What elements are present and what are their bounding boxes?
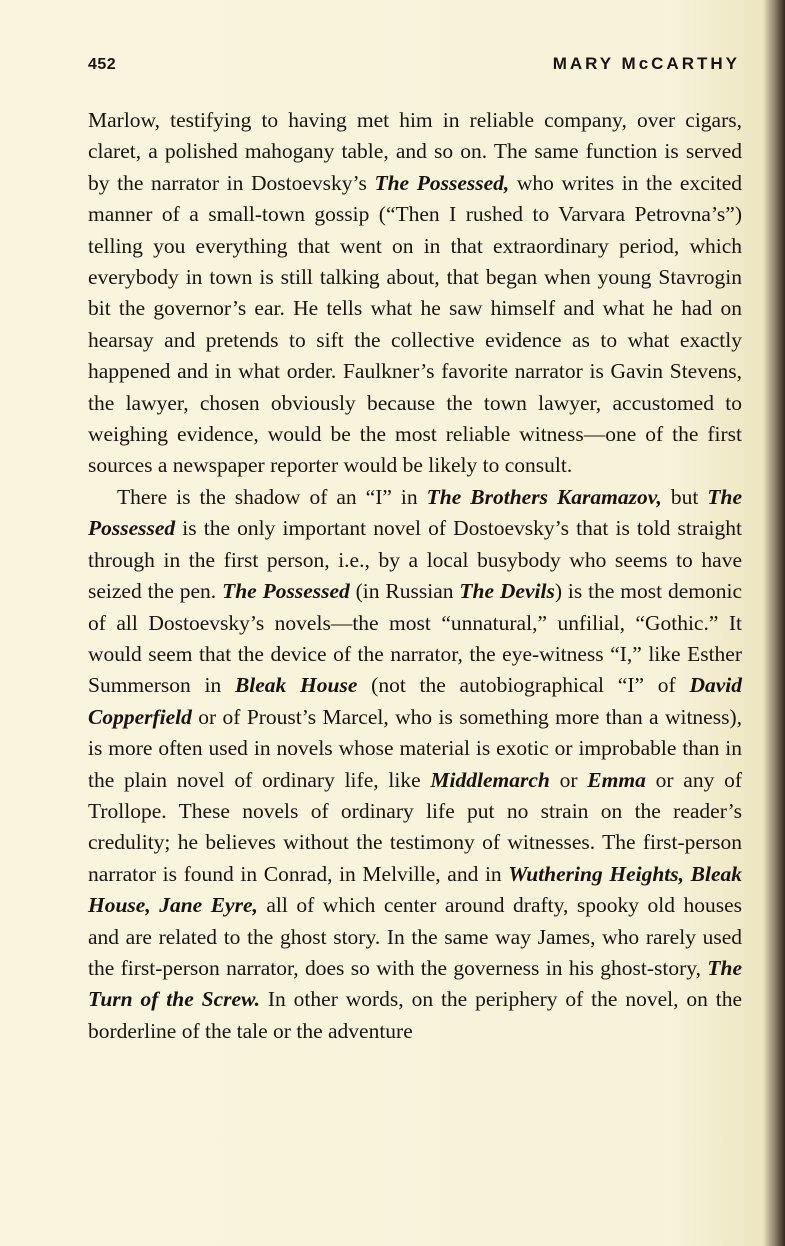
text-run: but <box>661 484 708 509</box>
italic-title: The Possessed, <box>374 170 510 195</box>
italic-title: The Possessed <box>88 484 742 541</box>
text-run: ) is the most demonic of all Dostoevsky’s novels—the most “unnatural,” unfilial, “Gothic.” It would seem that the device of the narrator, the eye-witness “I,” like Esther Summerson in <box>88 579 742 698</box>
italic-title: David Copperfield <box>88 673 742 729</box>
italic-title: The Devils <box>459 579 555 604</box>
italic-title: Middlemarch <box>430 767 550 792</box>
body-text <box>88 105 742 1047</box>
text-run: all of which center around drafty, spooky old houses and are related to the ghost story. In the same way James, who rarely used the first-person narrator, does so with the governess in his ghost-story, <box>88 893 742 980</box>
italic-title: The Possessed <box>222 579 350 604</box>
running-head: MARY McCARTHY <box>552 54 740 73</box>
text-run: (not the autobiographical “I” of <box>357 673 690 698</box>
italic-title: The Brothers Karamazov, <box>426 484 662 509</box>
text-run: or of Proust’s Marcel, who is something more than a witness), is more often used in novels whose material is exotic or improbable than in the plain novel of ordinary life, like <box>88 704 742 792</box>
text-run: Marlow, testifying to having met him in reliable company, over cigars, claret, a polished mahogany table, and so on. The same function is served by the narrator in Dostoevsky’s <box>88 108 742 195</box>
italic-title: Wuthering Heights, Bleak House, Jane Eyre, <box>88 861 742 918</box>
text-run: or any of Trollope. These novels of ordinary life put no strain on the reader’s credulity; he believes without the testimony of witnesses. The first-person narrator is found in Conrad, in Melville, and in <box>88 767 742 886</box>
text-run: who writes in the excited manner of a small-town gossip (“Then I rushed to Varvara Petrovna’s”) telling you everything that went on in that extraordinary period, which everybody in town is still talking about, that began when young Stavrogin bit the governor’s ear. He tells what he saw himself and what he had on hearsay and pretends to sift the collective evidence as to what exactly happened and in what order. Faulkner’s favorite narrator is Gavin Stevens, the lawyer, chosen obviously because the town lawyer, accustomed to weighing evidence, would be the most reliable witness—one of the first sources a newspaper reporter would be likely to consult. <box>88 170 742 478</box>
italic-title: The Turn of the Screw. <box>88 955 742 1012</box>
text-run: In other words, on the periphery of the novel, on the borderline of the tale or the adventure <box>88 987 743 1043</box>
italic-title: Emma <box>587 767 646 792</box>
italic-title: Bleak House <box>234 673 358 698</box>
text-run: (in Russian <box>349 579 460 604</box>
page-number: 452 <box>88 56 117 73</box>
book-spine-shadow <box>763 0 785 1246</box>
text-run: There is the shadow of an “I” in <box>117 484 427 509</box>
text-run: is the only important novel of Dostoevsky’s that is told straight through in the first person, i.e., by a local busybody who seems to have seized the pen. <box>88 516 742 604</box>
paragraph <box>88 482 742 1047</box>
paragraph <box>88 105 742 482</box>
page-header <box>88 52 740 82</box>
text-run: or <box>549 767 588 792</box>
